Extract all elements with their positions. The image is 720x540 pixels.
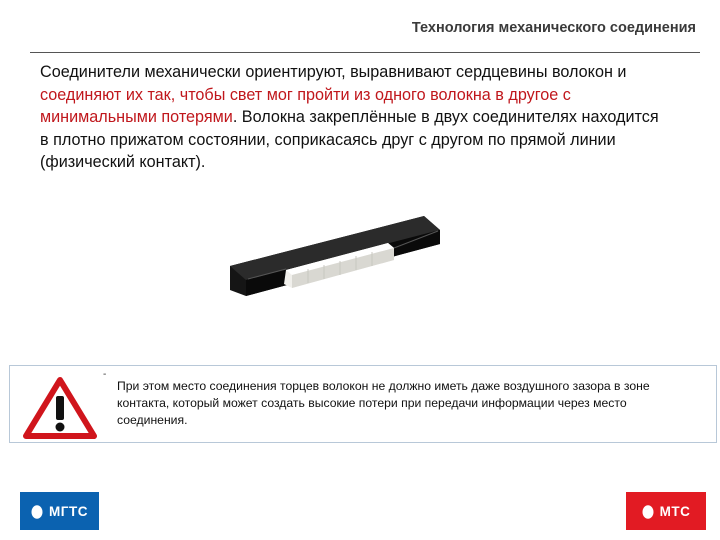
body-text-highlight: соединяют их так, чтобы свет мог пройти из одного волокна в другое с минимальными потерями [40, 85, 571, 127]
egg-logo-icon [31, 503, 43, 519]
mgts-logo-text: МГТС [49, 503, 88, 519]
mts-logo-text: МТС [659, 503, 691, 519]
body-text-part1: Соединители механически ориентируют, выравнивают сердцевины волокон и [40, 63, 627, 81]
body-paragraph [40, 61, 670, 174]
mts-logo [626, 492, 706, 530]
warning-note [9, 365, 717, 443]
title-divider [30, 52, 700, 53]
note-bullet: - [103, 369, 107, 380]
note-text: При этом место соединения торцев волокон не должно иметь даже воздушного зазора в зоне контакта, который может создать высокие потери при передачи информации через место соединения. [117, 379, 650, 427]
slide-title: Технология механического соединения [411, 20, 696, 36]
warning-triangle-icon [22, 376, 98, 440]
mechanical-splice-connector [228, 208, 442, 306]
body-text-part3: . Волокна закреплённые в двух соединителях находится в плотно прижатом состоянии, соприкасаясь друг с другом по прямой линии (физический контакт). [40, 108, 659, 172]
egg-logo-icon [642, 503, 654, 519]
mgts-logo [20, 492, 99, 530]
